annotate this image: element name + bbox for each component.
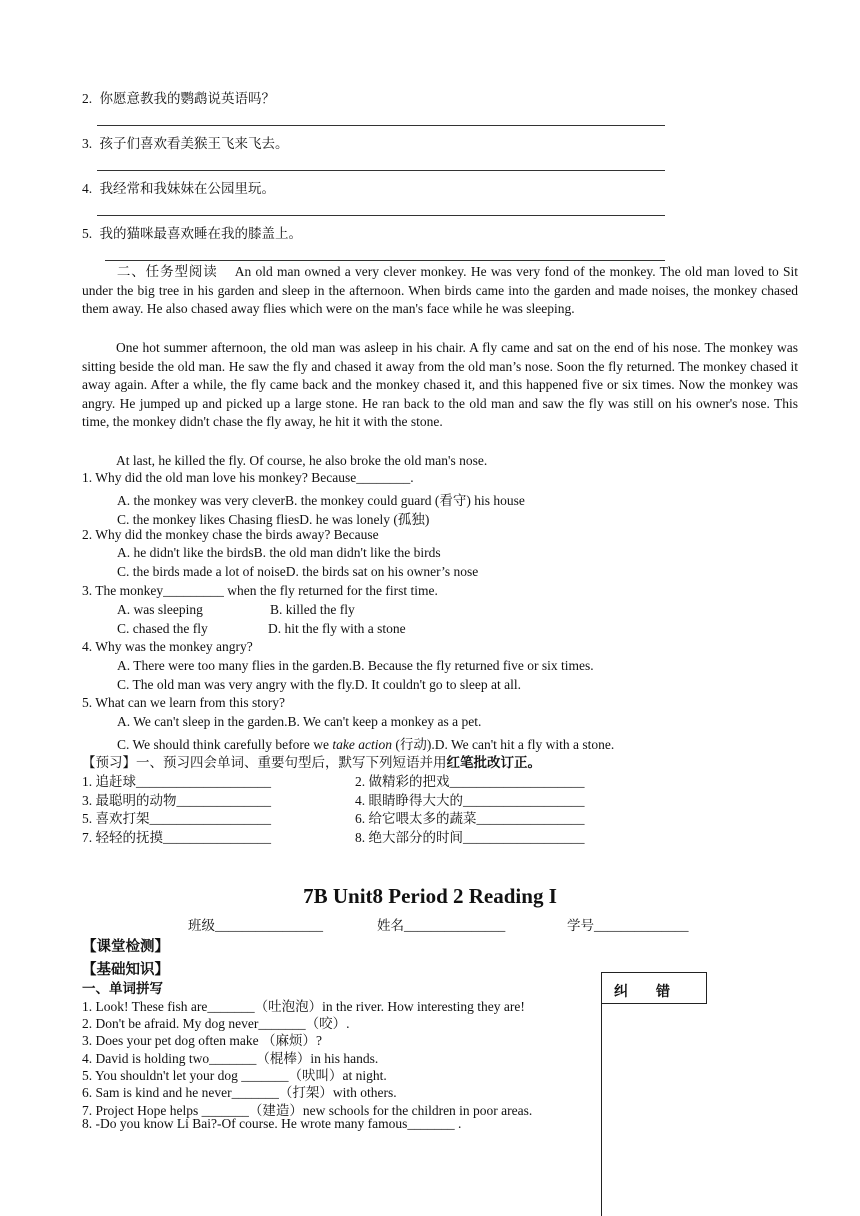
item-text: 我经常和我妹妹在公园里玩。	[99, 181, 275, 196]
spelling-item-7[interactable]: 7. Project Hope helps _______（建造）new schools for the children in poor areas.	[82, 1103, 533, 1118]
answer-line[interactable]	[97, 170, 665, 171]
correction-box	[601, 972, 707, 1004]
question-5-option-ab[interactable]: A. We can't sleep in the garden.B. We can't keep a monkey as a pet.	[117, 714, 482, 729]
question-3-option-b[interactable]: B. killed the fly	[270, 602, 355, 617]
question-1: 1. Why did the old man love his monkey? Because________.	[82, 470, 414, 485]
question-5-option-cd[interactable]	[117, 733, 614, 753]
spelling-item-6[interactable]: 6. Sam is kind and he never_______（打架）with others.	[82, 1085, 397, 1100]
spelling-item-1[interactable]: 1. Look! These fish are_______（吐泡泡）in the river. How interesting they are!	[82, 999, 525, 1014]
question-3-option-d[interactable]: D. hit the fly with a stone	[268, 621, 406, 636]
preview-item-4[interactable]: 4. 眼睛睁得大大的__________________	[355, 793, 585, 808]
answer-line[interactable]	[97, 125, 665, 126]
reading-paragraph-2	[82, 339, 798, 432]
reading-heading: 二、任务型阅读	[116, 264, 218, 279]
spelling-item-3[interactable]: 3. Does your pet dog often make （麻烦）?	[82, 1033, 322, 1048]
preview-label: 【预习】一、预习四会单词、重要句型后，默写下列短语并用	[82, 755, 447, 770]
spelling-item-4[interactable]: 4. David is holding two_______（棍棒）in his hands.	[82, 1051, 379, 1066]
correction-column-border	[601, 1002, 602, 1216]
preview-item-5[interactable]: 5. 喜欢打架__________________	[82, 811, 271, 826]
spelling-item-8[interactable]: 8. -Do you know Li Bai?-Of course. He wrote many famous_______ .	[82, 1116, 462, 1131]
item-number: 2.	[82, 91, 93, 106]
section-word-spelling: 一、单词拼写	[82, 981, 163, 996]
question-2-option-cd[interactable]: C. the birds made a lot of noiseD. the birds sat on his owner’s nose	[117, 564, 479, 579]
question-1-option-ab[interactable]: A. the monkey was very cleverB. the monkey could guard (看守) his house	[117, 493, 525, 508]
question-2: 2. Why did the monkey chase the birds away? Because	[82, 527, 379, 542]
question-3-option-a[interactable]: A. was sleeping	[117, 602, 203, 617]
preview-item-7[interactable]: 7. 轻轻的抚摸________________	[82, 830, 271, 845]
paragraph-text: One hot summer afternoon, the old man was asleep in his chair. A fly came and sat on the end of his nose. The monkey was sitting beside the old man. He saw the fly and chased it away from the old man’s nose. Soon the fly returned. The monkey chased it away again. After a while, the fly came back and the monkey chased it, and this happened five or six times. Now the monkey was angry. He jumped up and picked up a large stone. He ran back to the old man and saw the fly was still on his owner's nose. This time, the monkey didn't chase the fly away, he hit it with the stone.	[82, 340, 798, 430]
preview-instruction	[82, 751, 541, 771]
question-4-option-ab[interactable]: A. There were too many flies in the garden.B. Because the fly returned five or six times.	[117, 658, 594, 673]
question-4: 4. Why was the monkey angry?	[82, 639, 253, 654]
reading-paragraph-1	[82, 263, 798, 319]
question-5: 5. What can we learn from this story?	[82, 695, 285, 710]
answer-line[interactable]	[97, 215, 665, 216]
name-field[interactable]: 姓名_______________	[377, 918, 506, 933]
preview-item-8[interactable]: 8. 绝大部分的时间__________________	[355, 830, 585, 845]
student-number-field[interactable]: 学号______________	[567, 918, 689, 933]
item-text: 你愿意教我的鹦鹉说英语吗？	[99, 91, 275, 106]
spelling-item-2[interactable]: 2. Don't be afraid. My dog never_______（咬）.	[82, 1016, 350, 1031]
preview-item-6[interactable]: 6. 给它喂太多的蔬菜________________	[355, 811, 585, 826]
spelling-item-5[interactable]: 5. You shouldn't let your dog _______（吠叫）at night.	[82, 1068, 387, 1083]
preview-item-2[interactable]: 2. 做精彩的把戏____________________	[355, 774, 585, 789]
item-text: 孩子们喜欢看美猴王飞来飞去。	[99, 136, 289, 151]
section-basic-knowledge: 【基础知识】	[82, 962, 169, 978]
option-emphasis: take action	[332, 737, 392, 752]
preview-item-1[interactable]: 1. 追赶球____________________	[82, 774, 271, 789]
item-number: 4.	[82, 181, 93, 196]
question-3: 3. The monkey_________ when the fly returned for the first time.	[82, 583, 438, 598]
translation-item-3	[82, 132, 289, 152]
translation-item-4	[82, 177, 275, 197]
preview-item-3[interactable]: 3. 最聪明的动物______________	[82, 793, 271, 808]
paragraph-text: At last, he killed the fly. Of course, he also broke the old man's nose.	[116, 453, 488, 468]
item-number: 5.	[82, 226, 93, 241]
translation-item-2	[82, 87, 275, 107]
unit-title: 7B Unit8 Period 2 Reading I	[303, 884, 557, 908]
section-classroom-check: 【课堂检测】	[82, 939, 169, 955]
option-text: (行动).D. We can't hit a fly with a stone.	[391, 737, 615, 752]
reading-paragraph-3	[82, 452, 798, 471]
question-4-option-cd[interactable]: C. The old man was very angry with the fly.D. It couldn't go to sleep at all.	[117, 677, 521, 692]
question-3-option-c[interactable]: C. chased the fly	[117, 621, 208, 636]
question-1-option-cd[interactable]: C. the monkey likes Chasing fliesD. he was lonely (孤独)	[117, 512, 430, 527]
paragraph-text: An old man owned a very clever monkey. He was very fond of the monkey. The old man loved to Sit under the big tree in his garden and sleep in the afternoon. When birds came into the garden and made noises, the monkey chased them away. He also chased away flies which were on the man's face while he was sleeping.	[82, 264, 798, 317]
translation-item-5	[82, 222, 302, 242]
item-number: 3.	[82, 136, 93, 151]
answer-line[interactable]	[105, 260, 665, 261]
option-text: C. We should think carefully before we	[117, 737, 333, 752]
class-field[interactable]: 班级________________	[188, 918, 323, 933]
preview-bold-note: 红笔批改订正。	[446, 755, 541, 770]
correction-box-label: 纠 错	[614, 985, 670, 1000]
question-2-option-ab[interactable]: A. he didn't like the birdsB. the old man didn't like the birds	[117, 545, 441, 560]
item-text: 我的猫咪最喜欢睡在我的膝盖上。	[99, 226, 302, 241]
